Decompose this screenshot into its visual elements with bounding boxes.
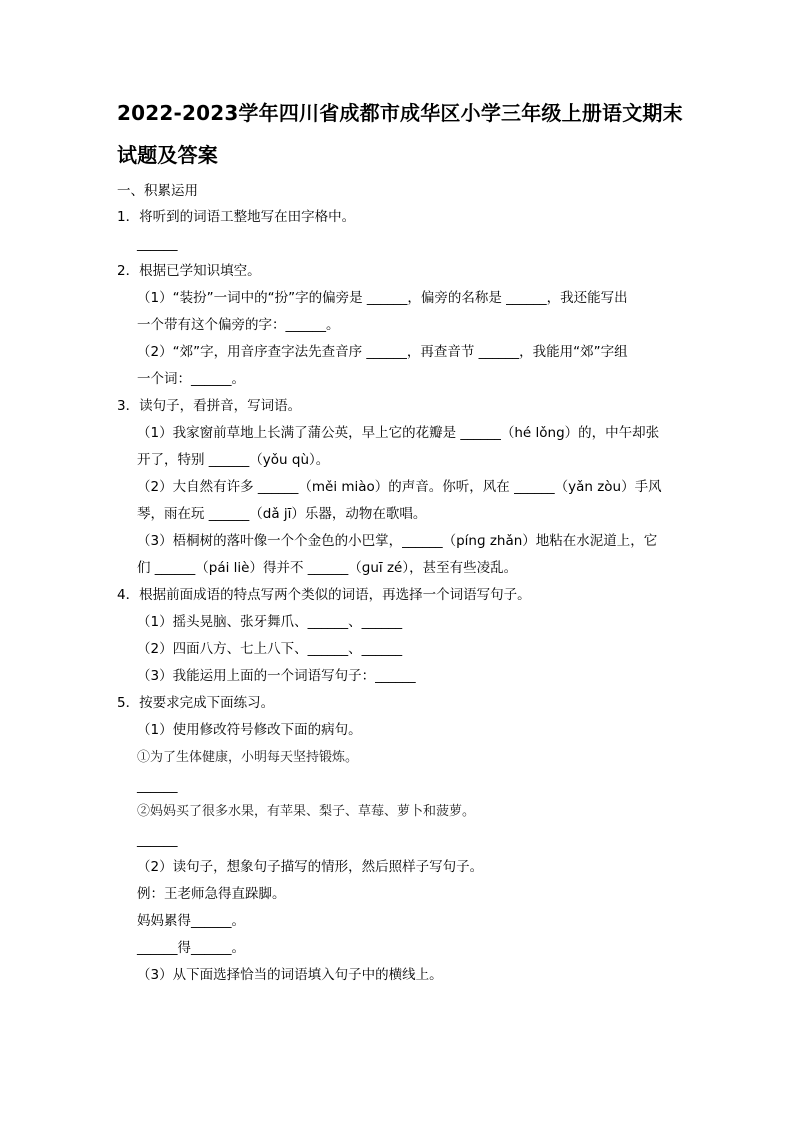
- question-4-part-3: （3）我能运用上面的一个词语写句子：______: [137, 668, 416, 684]
- question-4: 4．根据前面成语的特点写两个类似的词语，再选择一个词语写句子。: [117, 587, 531, 603]
- question-3-part-2-cont: 琴，雨在玩 ______（dǎ jī）乐器，动物在歌唱。: [137, 506, 427, 522]
- question-5-part-1: （1）使用修改符号修改下面的病句。: [137, 722, 362, 738]
- question-2-part-2-cont: 一个词：______。: [137, 371, 245, 387]
- answer-blank: ______: [137, 778, 178, 794]
- question-2-part-2: （2）“郊”字，用音序查字法先查音序 ______，再查音节 ______，我能用“郊”字组: [137, 344, 628, 360]
- question-5-part-2: （2）读句子，想象句子描写的情形，然后照样子写句子。: [137, 859, 484, 875]
- question-3: 3．读句子，看拼音，写词语。: [117, 398, 302, 414]
- question-2: 2．根据已学知识填空。: [117, 263, 261, 279]
- question-5-part-3: （3）从下面选择恰当的词语填入句子中的横线上。: [137, 967, 443, 983]
- question-2-part-1-cont: 一个带有这个偏旁的字：______。: [137, 317, 340, 333]
- fill-sentence-2: ______得______。: [137, 940, 245, 956]
- question-2-part-1: （1）“装扮”一词中的“扮”字的偏旁是 ______，偏旁的名称是 ______，我还能写出: [137, 290, 628, 306]
- answer-blank: ______: [137, 236, 178, 252]
- question-5: 5．按要求完成下面练习。: [117, 695, 275, 711]
- section-heading: 一、积累运用: [117, 183, 198, 199]
- question-3-part-2: （2）大自然有许多 ______（měi miào）的声音。你听，风在 ______（yǎn zòu）手风: [137, 479, 662, 495]
- example-sentence: 例：王老师急得直跺脚。: [137, 886, 286, 902]
- question-3-part-3: （3）梧桐树的落叶像一个个金色的小巴掌，______（pínɡ zhǎn）地粘在水泥道上，它: [137, 533, 658, 549]
- question-3-part-1-cont: 开了，特别 ______（yǒu qù）。: [137, 452, 330, 468]
- question-1: 1．将听到的词语工整地写在田字格中。: [117, 209, 356, 225]
- question-3-part-3-cont: 们 ______（pái liè）得并不 ______（ɡuī zé），甚至有些凌乱。: [137, 560, 518, 576]
- question-4-part-1: （1）摇头晃脑、张牙舞爪、______、______: [137, 614, 403, 630]
- question-3-part-1: （1）我家窗前草地上长满了蒲公英，早上它的花瓣是 ______（hé lǒng）的，中午却张: [137, 425, 660, 441]
- fill-sentence-1: 妈妈累得______。: [137, 913, 245, 929]
- document-title: 2022-2023学年四川省成都市成华区小学三年级上册语文期末试题及答案: [117, 101, 683, 167]
- sick-sentence-1: ①为了生体健康，小明每天坚持锻炼。: [137, 750, 359, 765]
- question-4-part-2: （2）四面八方、七上八下、______、______: [137, 641, 403, 657]
- answer-blank: ______: [137, 832, 178, 848]
- sick-sentence-2: ②妈妈买了很多水果，有苹果、梨子、草莓、萝卜和菠萝。: [137, 804, 476, 819]
